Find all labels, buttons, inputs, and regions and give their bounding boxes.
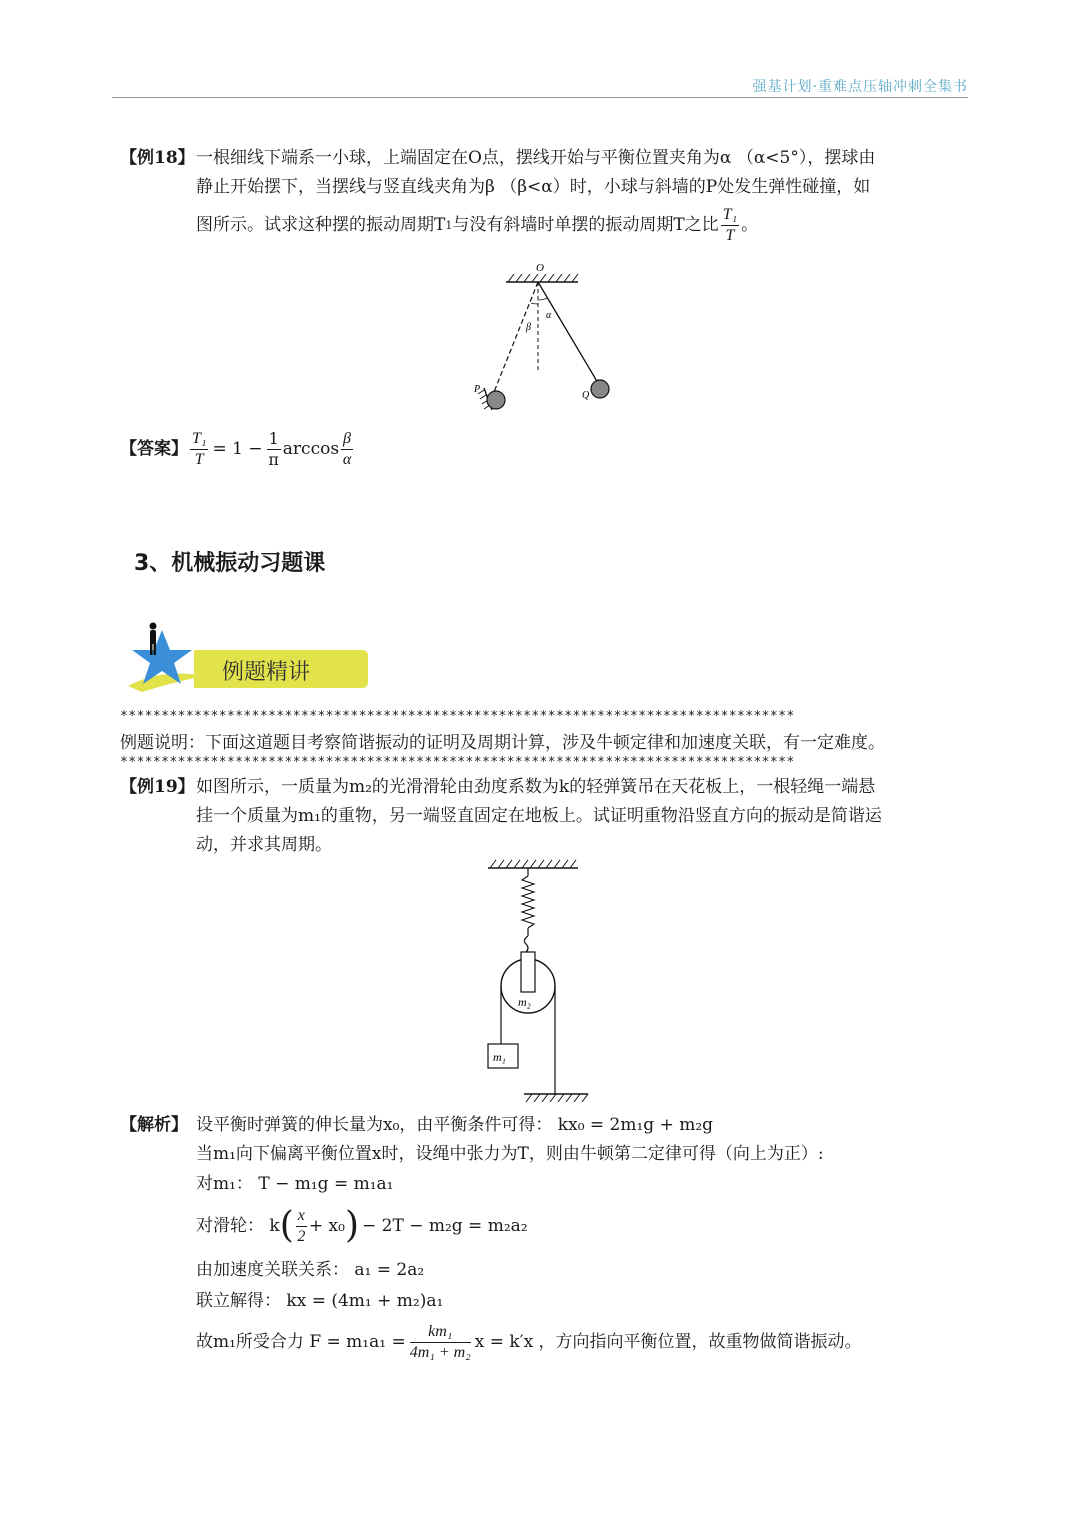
- ex18-ratio-den: T: [725, 226, 735, 244]
- ex19-label: 【例19】: [120, 777, 195, 797]
- ex18-line3-a: 图所示。试求这种摆的振动周期T: [196, 214, 446, 235]
- ex18-line1: 一根细线下端系一小球，上端固定在O点，摆线开始与平衡位置夹角为α （α<5°），摆球由: [196, 148, 876, 168]
- ball-at-Q: [591, 380, 609, 398]
- ex18-line3: [196, 202, 758, 248]
- solution-s4-a: 对滑轮： k: [196, 1215, 280, 1236]
- solution-s6: 联立解得： kx = (4m₁ + m₂)a₁: [196, 1291, 444, 1311]
- solution-s4: 对滑轮： k ( $\frac{x}{2}$ + x₀ ) − 2T − m₂g = m₂a₂: [196, 1205, 528, 1246]
- ex18-line3-end: 。: [741, 214, 759, 235]
- pulley-figure: [480, 856, 600, 1106]
- ex18-sub: 1: [445, 218, 453, 232]
- answer18: [120, 425, 355, 473]
- answer-ratio-den: α: [342, 450, 352, 468]
- answer-ratio-num: β: [341, 429, 353, 450]
- answer-func: arccos: [282, 438, 340, 459]
- fig-label-m1: m₁: [493, 1050, 506, 1064]
- answer-lhs-num: T₁: [190, 429, 208, 450]
- solution-s7-num: km₁: [410, 1322, 471, 1343]
- solution-s4-num: x: [296, 1206, 307, 1227]
- solution-label: 【解析】: [120, 1115, 188, 1135]
- answer-coef-fraction: [267, 429, 281, 470]
- ex18-ratio-fraction: [721, 205, 739, 246]
- badge-label: 例题精讲: [222, 660, 311, 685]
- header-rule: [112, 97, 968, 98]
- solution-s7: [196, 1316, 862, 1368]
- solution-s4-fraction: [296, 1206, 307, 1247]
- ball-at-P: [487, 391, 505, 409]
- section-title: 3、机械振动习题课: [134, 551, 326, 576]
- solution-s2: 当m₁向下偏离平衡位置x时，设绳中张力为T，则由牛顿第二定律可得（向上为正）:: [196, 1144, 824, 1164]
- ex19-line1: 如图所示，一质量为m₂的光滑滑轮由劲度系数为k的轻弹簧吊在天花板上，一根轻绳一端悬: [196, 777, 876, 797]
- solution-s7-fraction: [410, 1322, 471, 1363]
- fig-label-P: P: [474, 384, 481, 395]
- solution-s5: 由加速度关联关系： a₁ = 2a₂: [196, 1260, 425, 1280]
- answer-lhs-den: T: [194, 450, 204, 468]
- answer-eq: = 1 −: [212, 438, 263, 459]
- spring: [522, 876, 534, 928]
- solution-s7-den: 4m₁ + m₂: [409, 1343, 471, 1361]
- stars-top: **********************************************************************************: [120, 709, 795, 724]
- header-title: 强基计划·重难点压轴冲刺全集书: [752, 79, 968, 95]
- example-note: 例题说明：下面这道题目考察简谐振动的证明及周期计算，涉及牛顿定律和加速度关联，有一定难度。: [120, 733, 885, 753]
- solution-s4-b: + x₀: [308, 1215, 345, 1236]
- answer-coef-num: 1: [268, 428, 279, 448]
- answer18-label: 【答案】: [120, 438, 188, 459]
- solution-s3: 对m₁： T − m₁g = m₁a₁: [196, 1174, 394, 1194]
- answer-coef-den: π: [268, 449, 279, 469]
- answer-ratio-fraction: [341, 429, 353, 470]
- solution-s4-c: − 2T − m₂g = m₂a₂: [361, 1215, 528, 1236]
- stars-bottom: **********************************************************************************: [120, 755, 795, 770]
- ex18-line2: 静止开始摆下，当摆线与竖直线夹角为β （β<α）时，小球与斜墙的P处发生弹性碰撞，如: [196, 177, 871, 197]
- ex19-line2: 挂一个质量为m₁的重物，另一端竖直固定在地板上。试证明重物沿竖直方向的振动是简谐运: [196, 806, 882, 826]
- solution-s7-a: 故m₁所受合力 F = m₁a₁ =: [196, 1331, 406, 1352]
- fig-label-beta: β: [526, 322, 531, 333]
- solution-s4-den: 2: [297, 1227, 306, 1245]
- ex18-label: 【例18】: [120, 148, 195, 168]
- pendulum-figure: [470, 258, 620, 418]
- answer-lhs-fraction: [190, 429, 208, 470]
- ex19-line3: 动，并求其周期。: [196, 835, 332, 855]
- solution-s1: 设平衡时弹簧的伸长量为x₀，由平衡条件可得： kx₀ = 2m₁g + m₂g: [196, 1115, 714, 1135]
- fig-label-alpha: α: [546, 310, 552, 321]
- ex18-line3-b: 与没有斜墙时单摆的振动周期T之比: [452, 214, 719, 235]
- fig-label-m2: m₂: [518, 995, 531, 1009]
- fig-label-O: O: [536, 262, 544, 274]
- solution-s7-b: x = k′x ，方向指向平衡位置，故重物做简谐振动。: [474, 1331, 862, 1352]
- fig-label-Q: Q: [582, 390, 590, 401]
- ex18-ratio-num: T₁: [721, 205, 739, 226]
